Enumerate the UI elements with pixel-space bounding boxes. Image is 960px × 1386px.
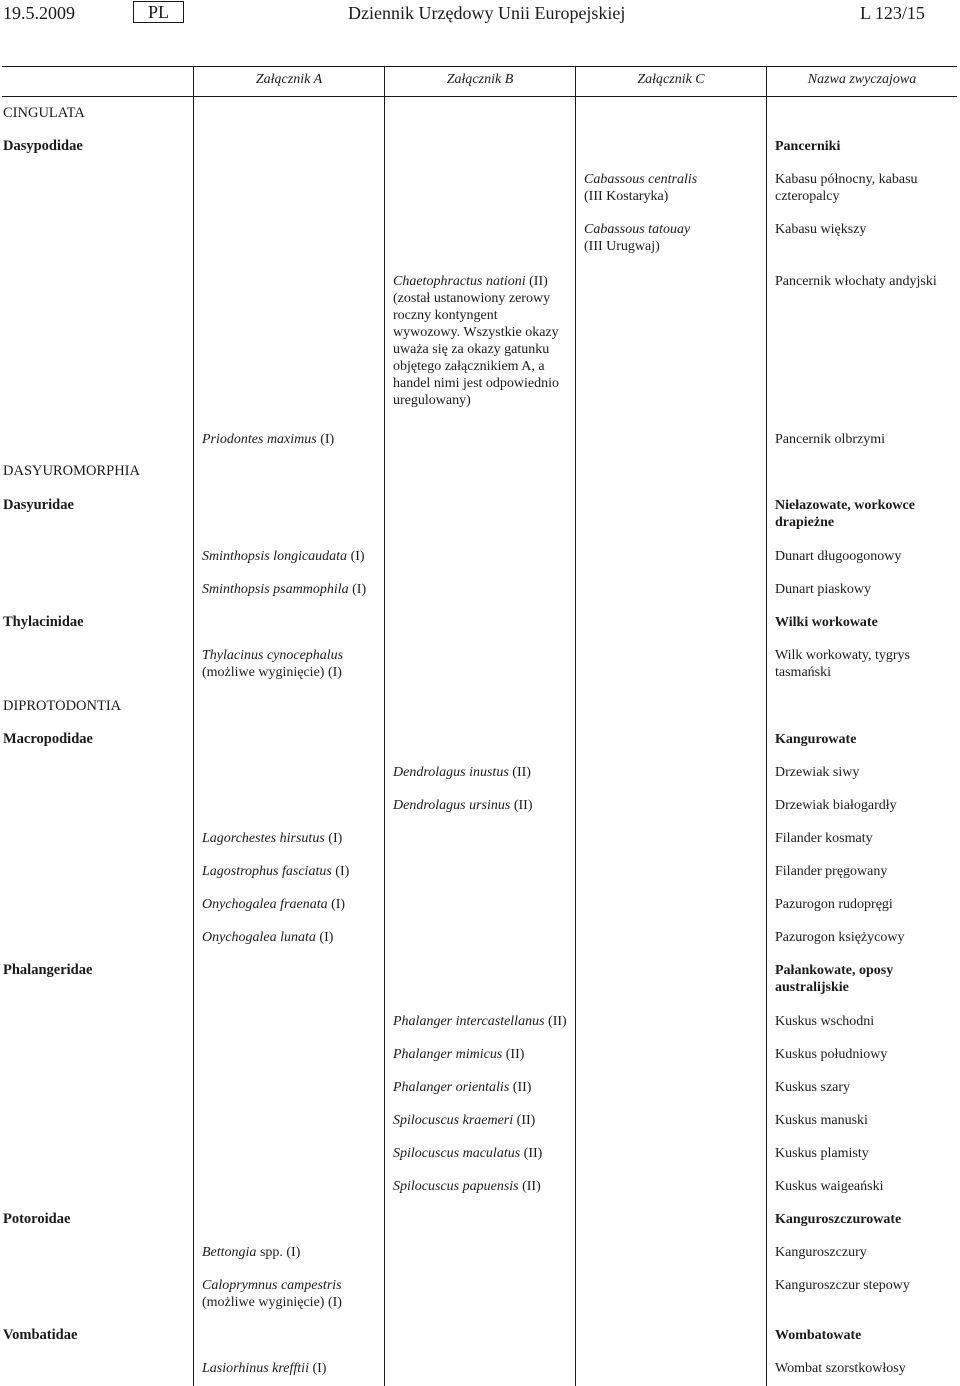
common-name: Drzewiak białogardły	[775, 798, 897, 813]
annex-a-entry	[202, 896, 380, 913]
common-name: Kanguroszczur stepowy	[775, 1278, 910, 1293]
listing-note: (II)	[513, 1113, 536, 1128]
listing-note: (III Kostaryka)	[584, 189, 669, 204]
annex-b-entry	[393, 273, 565, 409]
species-name: Phalanger intercastellanus	[393, 1014, 545, 1029]
listing-note: (II)	[510, 798, 533, 813]
common-name: Kuskus wschodni	[775, 1014, 875, 1029]
species-name: Thylacinus cynocephalus	[202, 648, 344, 663]
annex-a-entry	[202, 1244, 380, 1261]
family-name: Potoroidae	[3, 1211, 71, 1227]
species-name: Caloprymnus campestris	[202, 1278, 342, 1293]
species-name: Spilocuscus maculatus	[393, 1146, 521, 1161]
page-header	[0, 0, 960, 30]
column-header-annex-b: Załącznik B	[446, 72, 514, 87]
family-common-name: Kanguroszczurowate	[775, 1212, 902, 1227]
column-divider	[575, 66, 576, 1386]
annex-b-entry	[393, 1145, 573, 1162]
annex-a-entry	[202, 1360, 380, 1377]
family-name: Dasyuridae	[3, 497, 74, 513]
order-name: DIPROTODONTIA	[3, 698, 122, 714]
listing-note: (II)	[508, 765, 531, 780]
annex-a-entry	[202, 830, 380, 847]
publication-date: 19.5.2009	[3, 3, 75, 23]
species-name: Lasiorhinus krefftii	[202, 1361, 309, 1376]
common-name: Pazurogon rudopręgi	[775, 897, 893, 912]
family-name: Phalangeridae	[3, 962, 93, 978]
common-name: Drzewiak siwy	[775, 765, 860, 780]
family-name: Macropodidae	[3, 731, 93, 747]
column-header-annex-a: Załącznik A	[255, 72, 323, 87]
species-name: Onychogalea lunata	[202, 930, 316, 945]
family-common-name: Pancerniki	[775, 139, 841, 154]
annex-a-entry	[202, 431, 380, 448]
common-name: Pancernik włochaty andyjski	[775, 274, 937, 289]
common-name: Kuskus szary	[775, 1080, 851, 1095]
common-name: Wilk workowaty, tygrys tasmański	[775, 648, 911, 680]
family-common-name: Kangurowate	[775, 732, 857, 747]
language-badge: PL	[133, 1, 184, 23]
family-name: Vombatidae	[3, 1327, 78, 1343]
species-name: Cabassous centralis	[584, 172, 698, 187]
listing-note: (I)	[315, 930, 334, 945]
common-name: Filander pręgowany	[775, 864, 888, 879]
annex-a-entry	[202, 1277, 380, 1311]
species-name: Phalanger mimicus	[393, 1047, 503, 1062]
family-name: Dasypodidae	[3, 138, 83, 154]
journal-title: Dziennik Urzędowy Unii Europejskiej	[348, 3, 626, 23]
column-divider	[766, 66, 767, 1386]
annex-a-entry	[202, 863, 380, 880]
family-common-name: Niełazowate, workowce drapieżne	[775, 498, 915, 530]
species-name: Lagorchestes hirsutus	[202, 831, 325, 846]
species-name: Spilocuscus kraemeri	[393, 1113, 514, 1128]
listing-note: (I)	[347, 549, 365, 564]
annex-b-entry	[393, 1013, 573, 1030]
annex-b-entry	[393, 1112, 573, 1129]
common-name: Wombat szorstkowłosy	[775, 1361, 906, 1376]
species-name: Bettongia	[202, 1245, 257, 1260]
column-divider	[193, 66, 194, 1386]
table-top-rule	[2, 66, 957, 67]
annex-a-entry	[202, 548, 380, 565]
column-header-common-name: Nazwa zwyczajowa	[807, 72, 917, 87]
common-name: Dunart piaskowy	[775, 582, 872, 597]
listing-note: (możliwe wyginięcie) (I)	[202, 665, 342, 680]
species-name: Phalanger orientalis	[393, 1080, 510, 1095]
order-name: CINGULATA	[3, 105, 85, 121]
annex-b-entry	[393, 797, 573, 814]
annex-a-entry	[202, 929, 380, 946]
column-divider	[384, 66, 385, 1386]
common-name: Kabasu północny, kabasu czteropalcy	[775, 172, 918, 204]
column-header-annex-c: Załącznik C	[637, 72, 705, 87]
annex-b-entry	[393, 764, 573, 781]
common-name: Kabasu większy	[775, 222, 867, 237]
listing-note: (I)	[324, 831, 343, 846]
listing-note: (I)	[331, 864, 350, 879]
listing-note: spp. (I)	[256, 1245, 301, 1260]
annex-a-entry	[202, 647, 380, 681]
annex-a-entry	[202, 581, 380, 598]
listing-note: (II)	[520, 1146, 543, 1161]
listing-note: (II)	[544, 1014, 567, 1029]
common-name: Pancernik olbrzymi	[775, 432, 886, 447]
common-name: Kanguroszczury	[775, 1245, 867, 1260]
page-number: L 123/15	[860, 3, 925, 23]
family-common-name: Pałankowate, oposy australijskie	[775, 963, 894, 995]
species-name: Sminthopsis psammophila	[202, 582, 349, 597]
listing-note: (II) (został ustanowiony zerowy roczny kontyngent wywozowy. Wszystkie okazy uważa się za okazy gatunku objętego załącznikiem A, a handel nimi jest odpowiednio uregulowany)	[393, 274, 560, 408]
common-name: Kuskus południowy	[775, 1047, 888, 1062]
species-name: Chaetophractus nationi	[393, 274, 526, 289]
annex-c-entry	[584, 221, 764, 255]
species-name: Onychogalea fraenata	[202, 897, 328, 912]
listing-note: (I)	[308, 1361, 327, 1376]
listing-note: (II)	[502, 1047, 525, 1062]
annex-b-entry	[393, 1079, 573, 1096]
listing-note: (I)	[316, 432, 335, 447]
annex-b-entry	[393, 1178, 573, 1195]
annex-c-entry	[584, 171, 764, 205]
common-name: Dunart długoogonowy	[775, 549, 902, 564]
family-common-name: Wombatowate	[775, 1328, 862, 1343]
listing-note: (I)	[348, 582, 367, 597]
species-name: Dendrolagus ursinus	[393, 798, 511, 813]
species-name: Cabassous tatouay	[584, 222, 691, 237]
family-name: Thylacinidae	[3, 614, 84, 630]
common-name: Kuskus manuski	[775, 1113, 868, 1128]
species-name: Sminthopsis longicaudata	[202, 549, 348, 564]
species-name: Spilocuscus papuensis	[393, 1179, 519, 1194]
annex-b-entry	[393, 1046, 573, 1063]
order-name: DASYUROMORPHIA	[3, 463, 140, 479]
species-name: Dendrolagus inustus	[393, 765, 509, 780]
listing-note: (III Urugwaj)	[584, 239, 660, 254]
family-common-name: Wilki workowate	[775, 615, 878, 630]
common-name: Pazurogon księżycowy	[775, 930, 905, 945]
common-name: Kuskus plamisty	[775, 1146, 869, 1161]
common-name: Kuskus waigeański	[775, 1179, 884, 1194]
common-name: Filander kosmaty	[775, 831, 873, 846]
listing-note: (I)	[327, 897, 346, 912]
species-name: Priodontes maximus	[202, 432, 317, 447]
listing-note: (możliwe wyginięcie) (I)	[202, 1295, 342, 1310]
table-header-rule	[2, 96, 957, 97]
listing-note: (II)	[518, 1179, 541, 1194]
species-name: Lagostrophus fasciatus	[202, 864, 332, 879]
listing-note: (II)	[509, 1080, 532, 1095]
